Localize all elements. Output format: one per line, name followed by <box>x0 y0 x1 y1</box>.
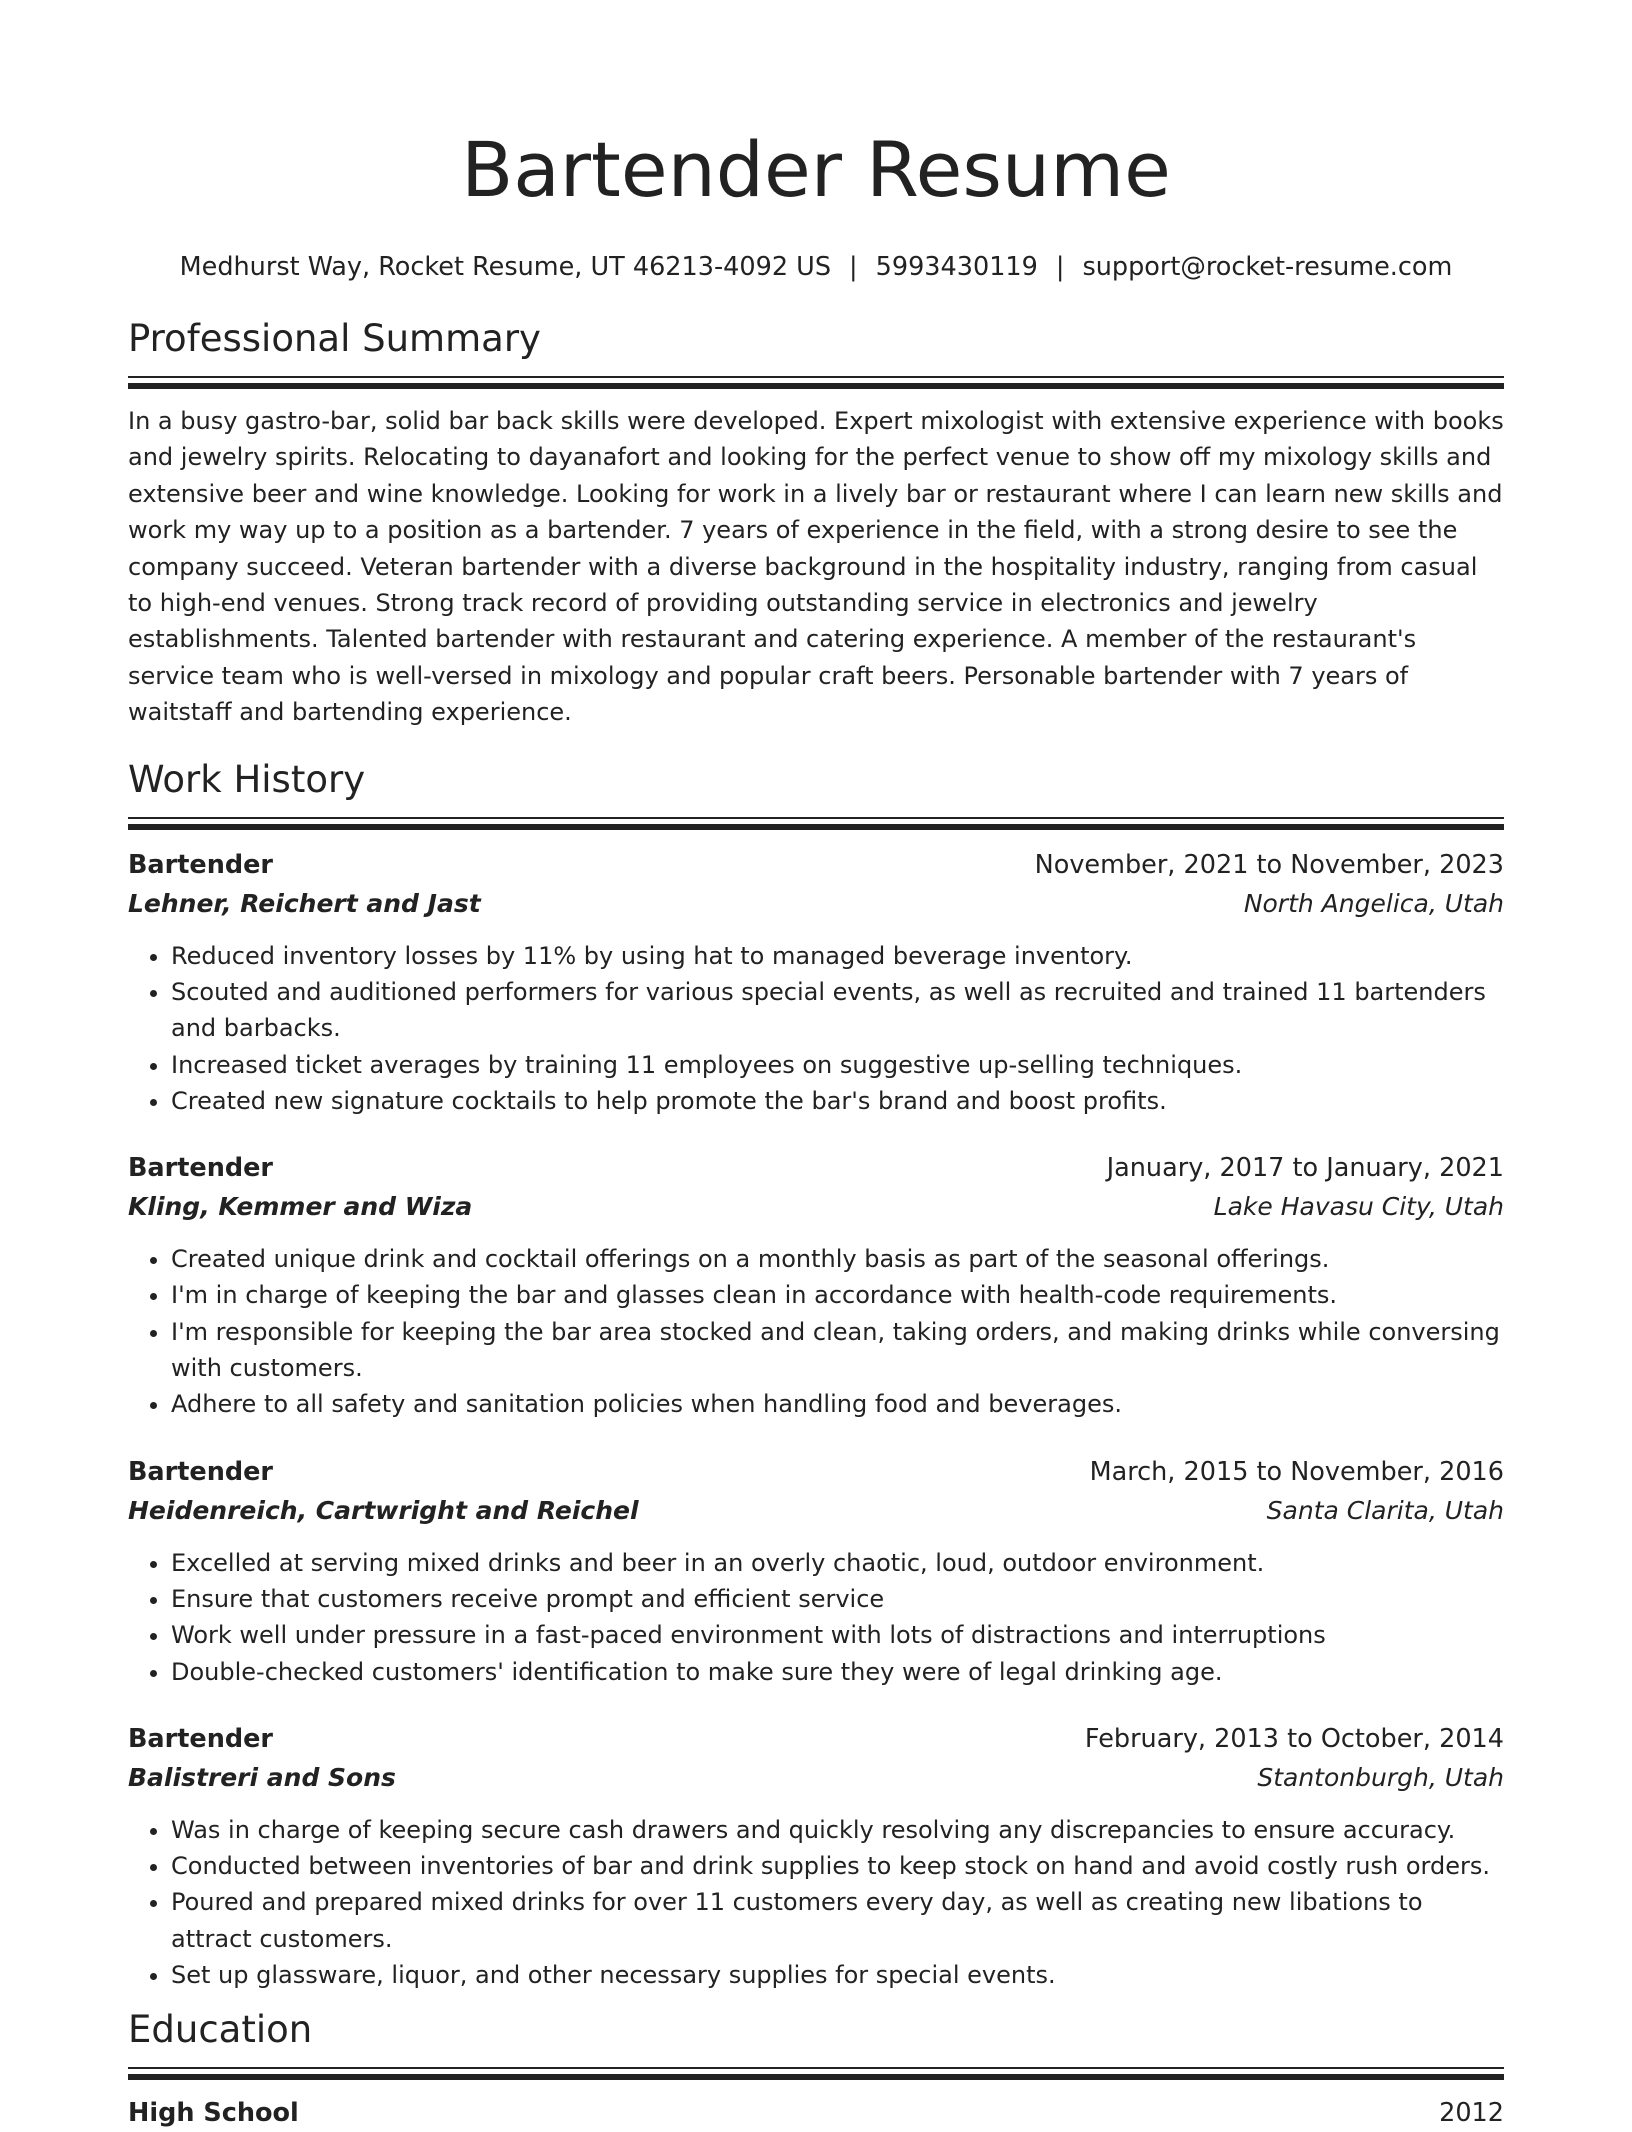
job-location: Santa Clarita, Utah <box>1266 1495 1504 1525</box>
summary-text: In a busy gastro-bar, solid bar back skills were developed. Expert mixologist with extensive experience with books and jewelry spirits. Relocating to dayanafort and looking for the perfect venue to show off my mixology skills and extensive beer and wine knowledge. Looking for work in a lively bar or restaurant where I can learn new skills and work my way up to a position as a bartender. 7 years of experience in the field, with a strong desire to see the company succeed. Veteran bartender with a diverse background in the hospitality industry, ranging from casual to high-end venues. Strong track record of providing outstanding service in electronics and jewelry establishments. Talented bartender with restaurant and catering experience. A member of the restaurant's service team who is well-versed in mixology and popular craft beers. Personable bartender with 7 years of waitstaff and bartending experience. <box>128 407 1504 727</box>
job-bullet: • Poured and prepared mixed drinks for over 11 customers every day, as well as creating new libations to attract customers. <box>171 1884 1504 1957</box>
summary-heading: Professional Summary <box>128 317 541 360</box>
job-entry <box>128 1149 1504 1422</box>
job-bullet: • Scouted and auditioned performers for various special events, as well as recruited and trained 11 bartenders and barbacks. <box>171 974 1504 1047</box>
section-divider <box>128 817 1504 830</box>
section-divider <box>128 2067 1504 2080</box>
contact-phone: 5993430119 <box>875 252 1038 282</box>
job-bullet: • Work well under pressure in a fast-paced environment with lots of distractions and interruptions <box>171 1617 1504 1653</box>
work-history-heading: Work History <box>128 757 366 801</box>
contact-email: support@rocket-resume.com <box>1082 252 1453 282</box>
job-bullet: • Increased ticket averages by training 11 employees on suggestive up-selling techniques. <box>171 1047 1504 1083</box>
job-location: Stantonburgh, Utah <box>1257 1762 1504 1792</box>
job-dates: March, 2015 to November, 2016 <box>1089 1456 1504 1487</box>
job-bullet: • Created new signature cocktails to help promote the bar's brand and boost profits. <box>171 1083 1504 1119</box>
job-entry <box>128 846 1504 1119</box>
job-title: Bartender <box>128 1456 273 1487</box>
education-entry <box>128 2094 1504 2132</box>
job-bullet: • I'm responsible for keeping the bar area stocked and clean, taking orders, and making drinks while conversing with customers. <box>171 1314 1504 1387</box>
education-section <box>128 2007 1504 2132</box>
contact-separator: | <box>849 252 858 282</box>
job-title: Bartender <box>128 1153 273 1184</box>
job-company: Balistreri and Sons <box>128 1762 396 1792</box>
job-bullet: • Adhere to all safety and sanitation policies when handling food and beverages. <box>171 1386 1504 1422</box>
job-title: Bartender <box>128 1723 273 1754</box>
job-bullets <box>128 1812 1504 1993</box>
job-bullet: • Ensure that customers receive prompt and efficient service <box>171 1581 1504 1617</box>
education-year: 2012 <box>1439 2098 1504 2129</box>
job-location: Lake Havasu City, Utah <box>1213 1192 1504 1222</box>
summary-section <box>128 316 1504 731</box>
job-bullet: • Conducted between inventories of bar and drink supplies to keep stock on hand and avoid costly rush orders. <box>171 1848 1504 1884</box>
job-entry <box>128 1453 1504 1690</box>
job-location: North Angelica, Utah <box>1243 888 1504 918</box>
job-company: Lehner, Reichert and Jast <box>128 888 481 918</box>
job-company: Heidenreich, Cartwright and Reichel <box>128 1495 639 1525</box>
job-dates: February, 2013 to October, 2014 <box>1084 1723 1504 1754</box>
job-bullets <box>128 938 1504 1119</box>
job-dates: January, 2017 to January, 2021 <box>1106 1153 1504 1184</box>
job-bullets <box>128 1545 1504 1690</box>
education-heading: Education <box>128 2008 313 2052</box>
job-bullet: • Excelled at serving mixed drinks and beer in an overly chaotic, loud, outdoor environment. <box>171 1545 1504 1581</box>
contact-address: Medhurst Way, Rocket Resume, UT 46213-4092 US <box>179 252 832 282</box>
job-bullet: • Was in charge of keeping secure cash drawers and quickly resolving any discrepancies to ensure accuracy. <box>171 1812 1504 1848</box>
job-bullet: • Reduced inventory losses by 11% by using hat to managed beverage inventory. <box>171 938 1504 974</box>
job-bullet: • Created unique drink and cocktail offerings on a monthly basis as part of the seasonal offerings. <box>171 1241 1504 1277</box>
job-entry <box>128 1720 1504 1993</box>
job-dates: November, 2021 to November, 2023 <box>1034 849 1504 880</box>
contact-separator: | <box>1055 252 1065 282</box>
section-divider <box>128 376 1504 389</box>
job-bullet: • Set up glassware, liquor, and other necessary supplies for special events. <box>171 1957 1504 1993</box>
job-bullet: • I'm in charge of keeping the bar and glasses clean in accordance with health-code requirements. <box>171 1277 1504 1313</box>
job-title: Bartender <box>128 849 273 880</box>
education-title: High School <box>128 2098 299 2129</box>
work-history-section <box>128 757 1504 1994</box>
job-bullet: • Double-checked customers' identification to make sure they were of legal drinking age. <box>171 1654 1504 1690</box>
job-company: Kling, Kemmer and Wiza <box>128 1192 473 1222</box>
resume-title: Bartender Resume <box>461 125 1171 214</box>
contact-line <box>128 250 1504 284</box>
job-bullets <box>128 1241 1504 1422</box>
